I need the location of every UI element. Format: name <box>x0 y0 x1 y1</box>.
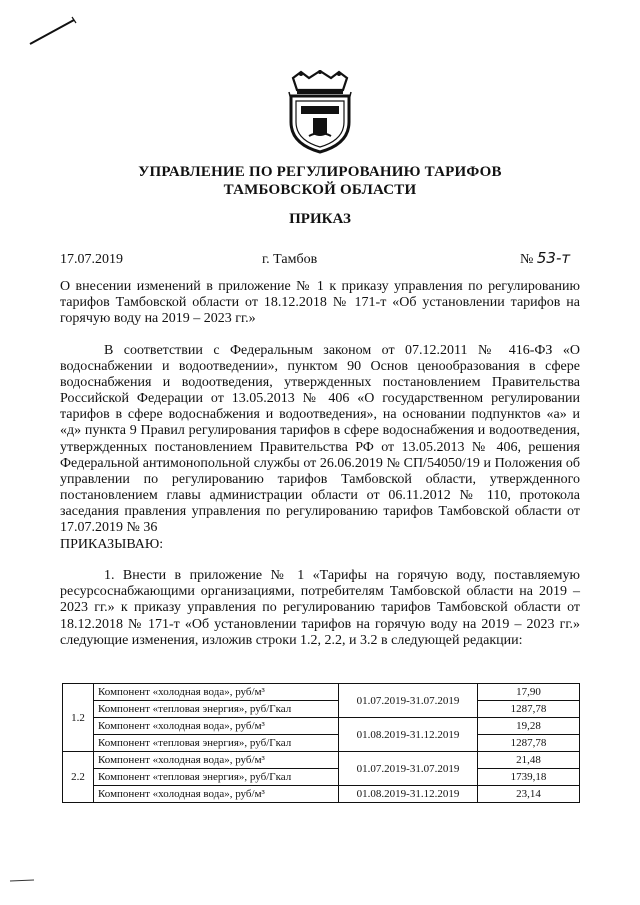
organization-name <box>60 163 580 199</box>
value-cell: 1287,78 <box>478 735 580 752</box>
order-word: ПРИКАЗЫВАЮ: <box>60 537 164 552</box>
period-cell: 01.08.2019-31.12.2019 <box>339 718 478 752</box>
value-cell: 1739,18 <box>478 769 580 786</box>
value-cell: 23,14 <box>478 786 580 803</box>
value-cell: 1287,78 <box>478 701 580 718</box>
table-row <box>63 752 580 769</box>
component-cell: Компонент «холодная вода», руб/м³ <box>94 786 339 803</box>
document-date: 17.07.2019 <box>60 252 123 267</box>
table-row <box>63 769 580 786</box>
component-cell: Компонент «холодная вода», руб/м³ <box>94 718 339 735</box>
table-row <box>63 718 580 735</box>
row-code: 2.2 <box>63 752 94 803</box>
period-cell: 01.07.2019-31.07.2019 <box>339 752 478 786</box>
table-row <box>63 786 580 803</box>
component-cell: Компонент «тепловая энергия», руб/Гкал <box>94 701 339 718</box>
document-city: г. Тамбов <box>262 252 318 267</box>
coat-of-arms-emblem <box>283 70 357 154</box>
table-row <box>63 735 580 752</box>
tariffs-table <box>62 683 580 803</box>
organization-name-line2: ТАМБОВСКОЙ ОБЛАСТИ <box>223 182 417 198</box>
preamble-paragraph: В соответствии с Федеральным законом от 07.12.2011 № 416-ФЗ «О водоснабжении и водоотведении», пунктом 90 Основ ценообразования в сфере водоснабжения и водоотведения, утвержденных постановлением Правительства Российской Федерации от 13.05.2013 № 406 «О государственном регулировании тарифов в сфере водоснабжения и водоотведения», на основании подпунктов «а» и «д» пункта 9 Правил регулирования тарифов в сфере водоснабжения и водоотведения, утвержденных постановлением Правительства РФ от 13.05.2013 № 406, решения Федеральной антимонопольной службы от 26.06.2019 № СП/54050/19 и Положения об управлении по регулированию тарифов Тамбовской области, утвержденного постановлением главы администрации области от 06.11.2012 № 110, протокола заседания правления управления по регулированию тарифов Тамбовской области от 17.07.2019 № 36 <box>60 343 580 536</box>
value-cell: 19,28 <box>478 718 580 735</box>
period-cell: 01.07.2019-31.07.2019 <box>339 684 478 718</box>
component-cell: Компонент «холодная вода», руб/м³ <box>94 752 339 769</box>
number-prefix: № <box>520 252 534 267</box>
document-subject: О внесении изменений в приложение № 1 к приказу управления по регулированию тарифов Тамбовской области от 18.12.2018 № 171-т «Об установлении тарифов на горячую воду на 2019 – 2023 гг.» <box>60 279 580 326</box>
component-cell: Компонент «тепловая энергия», руб/Гкал <box>94 735 339 752</box>
margin-mark <box>8 876 36 886</box>
component-cell: Компонент «холодная вода», руб/м³ <box>94 684 339 701</box>
number-handwritten: 53-т <box>536 249 571 267</box>
value-cell: 21,48 <box>478 752 580 769</box>
item-1-paragraph: 1. Внести в приложение № 1 «Тарифы на горячую воду, поставляемую ресурсоснабжающими организациями, потребителям Тамбовской области на 2019 – 2023 гг.» к приказу управления по регулированию тарифов Тамбовской области от 18.12.2018 № 171-т «Об установлении тарифов на горячую воду на 2019 – 2023 гг.» следующие изменения, изложив строки 1.2, 2.2, и 3.2 в следующей редакции: <box>60 568 580 648</box>
period-cell: 01.08.2019-31.12.2019 <box>339 786 478 803</box>
table-row <box>63 684 580 701</box>
component-cell: Компонент «тепловая энергия», руб/Гкал <box>94 769 339 786</box>
row-code: 1.2 <box>63 684 94 752</box>
value-cell: 17,90 <box>478 684 580 701</box>
pen-stroke-mark <box>28 14 78 48</box>
document-type: ПРИКАЗ <box>289 211 351 227</box>
document-number <box>520 249 570 268</box>
table-row <box>63 701 580 718</box>
organization-name-line1: УПРАВЛЕНИЕ ПО РЕГУЛИРОВАНИЮ ТАРИФОВ <box>138 164 502 180</box>
